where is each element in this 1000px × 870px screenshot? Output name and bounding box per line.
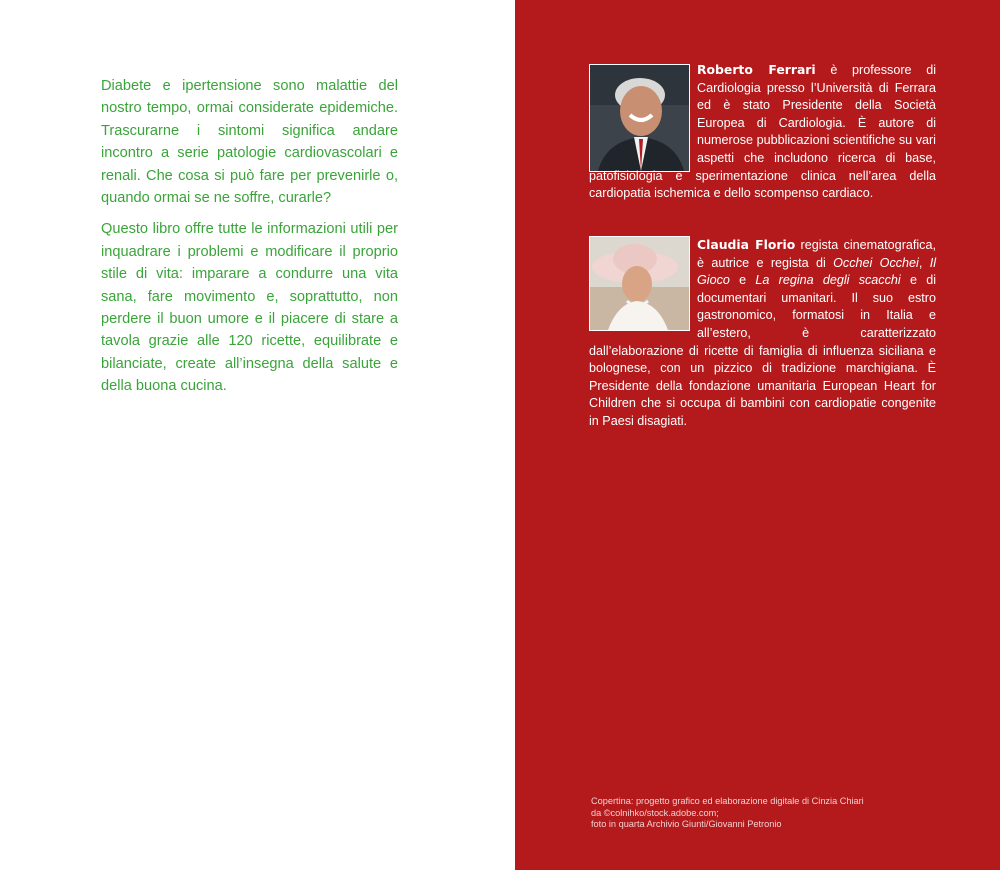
bio-text-ferrari: è professore di Cardiologia presso l’Università di Ferrara ed è stato Presidente della Società Europea di Cardiologia. È autore di numerose pubblicazioni scientifiche su vari aspetti che includono ricerca di base, patofisiologia e sperimentazione clinica nell’area della cardiopatia ischemica e dello scompenso cardiaco. bbox=[589, 63, 936, 201]
bio-sep-1: , bbox=[918, 255, 930, 270]
back-cover-blurb bbox=[101, 75, 398, 407]
cover-credits bbox=[591, 796, 911, 831]
film-title-2: Il Gioco bbox=[697, 255, 936, 288]
bio-text-florio-a: regista cinematografica, è autrice e regista di bbox=[697, 238, 936, 270]
film-title-3: La regina degli scacchi bbox=[755, 273, 901, 288]
blurb-paragraph-2: Questo libro offre tutte le informazioni utili per inquadrare i problemi e modificare il proprio stile di vita: imparare a condurre una vita sana, fare movimento e, soprattutto, non perdere il buon umore e il piacere di stare a tavola grazie alle 120 ricette, equilibrate e bilanciate, create all’insegna della salute e della buona cucina. bbox=[101, 221, 398, 395]
credits-line-2: da ©colnihko/stock.adobe.com; bbox=[591, 807, 719, 818]
author-name-florio: Claudia Florio bbox=[697, 237, 796, 252]
credits-line-3: foto in quarta Archivio Giunti/Giovanni Petronio bbox=[591, 819, 782, 830]
credits-line-1: Copertina: progetto grafico ed elaborazione digitale di Cinzia Chiari bbox=[591, 796, 864, 806]
bio-claudia-florio bbox=[589, 236, 936, 431]
film-title-1: Occhei Occhei bbox=[833, 255, 919, 270]
bio-text-florio-b: e di documentari umanitari. Il suo estro gastronomico, formatosi in Italia e all’estero, è caratterizzato dall’elaborazione di ricette di famiglia di influenza siciliana e bolognese, con un pizzico di tradizione marchigiana. È Presidente della fondazione umanitaria European Heart for Children che si occupa di bambini con cardiopatie congenite in Paesi disagiati. bbox=[589, 273, 936, 428]
bio-sep-2: e bbox=[729, 273, 756, 288]
author-name-ferrari: Roberto Ferrari bbox=[697, 62, 816, 77]
bio-roberto-ferrari bbox=[589, 61, 936, 203]
blurb-paragraph-1: Diabete e ipertensione sono malattie del nostro tempo, ormai considerate epidemiche. Trascurarne i sintomi significa andare incontro a serie patologie cardiovascolari e renali. Che cosa si può fare per prevenirle o, quando ormai se ne soffre, curarle? bbox=[101, 78, 398, 207]
